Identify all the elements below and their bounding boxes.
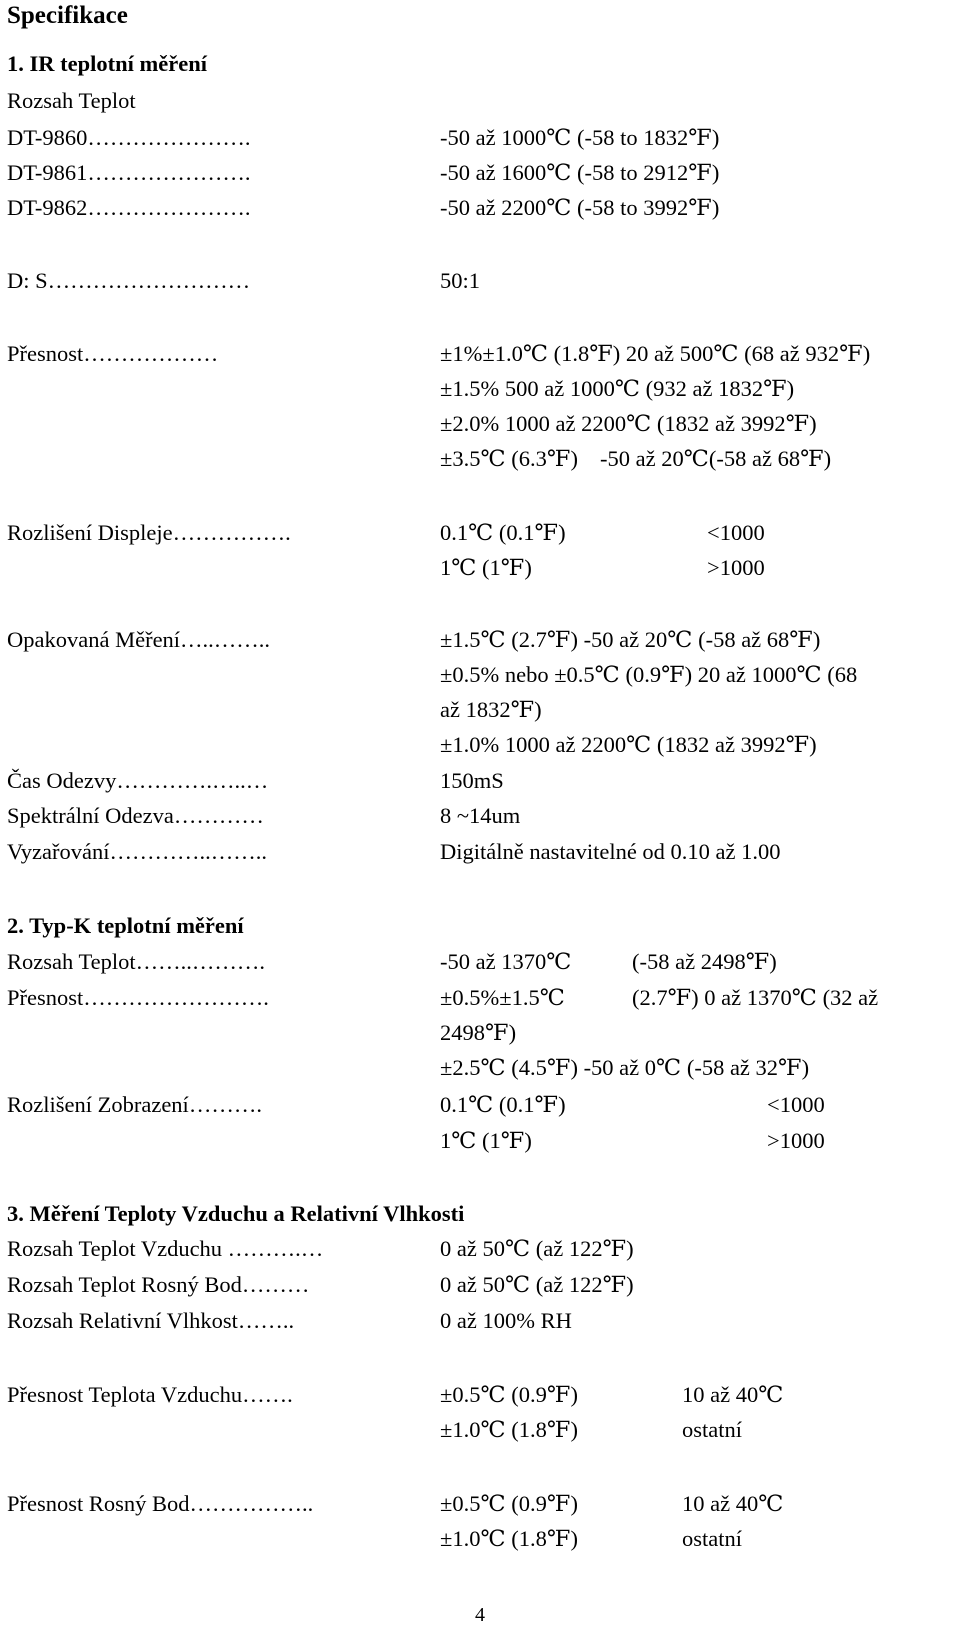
spec-value: >1000 <box>707 555 765 580</box>
spec-value: 10 až 40℃ <box>682 1491 784 1516</box>
spec-label: DT-9862…………………. <box>7 195 251 220</box>
spec-value: 8 ~14um <box>440 803 521 828</box>
spec-value: 0 až 100% RH <box>440 1308 572 1333</box>
spec-label: Rozsah Teplot Vzduchu ……….… <box>7 1236 324 1261</box>
spec-label: DT-9860…………………. <box>7 125 251 150</box>
spec-value: ±0.5% nebo ±0.5℃ (0.9℉) 20 až 1000℃ (68 <box>440 662 858 687</box>
spec-value: ±1.0℃ (1.8℉) <box>440 1526 578 1551</box>
spec-value: ±1.5% 500 až 1000℃ (932 až 1832℉) <box>440 376 795 401</box>
spec-label: Přesnost Teplota Vzduchu……. <box>7 1382 293 1407</box>
spec-value: -50 až 1600℃ (-58 to 2912℉) <box>440 160 720 185</box>
spec-value: ±2.0% 1000 až 2200℃ (1832 až 3992℉) <box>440 411 817 436</box>
spec-value: <1000 <box>707 520 765 545</box>
spec-value: 150mS <box>440 768 504 793</box>
spec-value: 0.1℃ (0.1℉) <box>440 1092 566 1117</box>
spec-value: ±3.5℃ (6.3℉) <box>440 446 578 471</box>
spec-label: Rozsah Relativní Vlhkost…….. <box>7 1308 295 1333</box>
spec-label: Spektrální Odezva………… <box>7 803 264 828</box>
spec-value: -50 až 2200℃ (-58 to 3992℉) <box>440 195 720 220</box>
spec-value: ±2.5℃ (4.5℉) -50 až 0℃ (-58 až 32℉) <box>440 1055 810 1080</box>
spec-value: 1℃ (1℉) <box>440 555 532 580</box>
spec-value: Digitálně nastavitelné od 0.10 až 1.00 <box>440 839 781 864</box>
spec-value: 0 až 50℃ (až 122℉) <box>440 1272 634 1297</box>
spec-label: Přesnost……………………. <box>7 985 269 1010</box>
page-title: Specifikace <box>7 2 128 29</box>
spec-value: ±1%±1.0℃ (1.8℉) 20 až 500℃ (68 až 932℉) <box>440 341 871 366</box>
spec-value: 50:1 <box>440 268 481 293</box>
spec-value: až 1832℉) <box>440 697 542 722</box>
spec-value: -50 až 1370℃ <box>440 949 572 974</box>
spec-value: ±0.5℃ (0.9℉) <box>440 1382 578 1407</box>
spec-value: -50 až 1000℃ (-58 to 1832℉) <box>440 125 720 150</box>
section-subheading: Rozsah Teplot <box>7 88 136 113</box>
spec-value: (2.7℉) 0 až 1370℃ (32 až <box>632 985 879 1010</box>
spec-label: Opakovaná Měření…..…….. <box>7 627 271 652</box>
spec-value: 0 až 50℃ (až 122℉) <box>440 1236 634 1261</box>
spec-label: Čas Odezvy………….…..… <box>7 768 269 793</box>
spec-label: Rozsah Teplot Rosný Bod……… <box>7 1272 310 1297</box>
section-heading: 2. Typ-K teplotní měření <box>7 913 244 938</box>
spec-value: (-58 až 2498℉) <box>632 949 777 974</box>
spec-label: D: S……………………… <box>7 268 251 293</box>
page-number: 4 <box>475 1604 485 1626</box>
spec-value: ±1.0℃ (1.8℉) <box>440 1417 578 1442</box>
spec-label: Přesnost Rosný Bod…………….. <box>7 1491 314 1516</box>
spec-label: Vyzařování…………..…….. <box>7 839 267 864</box>
section-heading: 1. IR teplotní měření <box>7 51 207 76</box>
spec-label: Rozsah Teplot……..………. <box>7 949 265 974</box>
spec-value: ostatní <box>682 1417 742 1442</box>
spec-value: -50 až 20℃(-58 až 68℉) <box>600 446 832 471</box>
spec-value: ±1.0% 1000 až 2200℃ (1832 až 3992℉) <box>440 732 817 757</box>
section-heading: 3. Měření Teploty Vzduchu a Relativní Vlhkosti <box>7 1201 465 1226</box>
spec-label: Rozlišení Displeje……………. <box>7 520 291 545</box>
spec-value: ostatní <box>682 1526 742 1551</box>
spec-label: DT-9861…………………. <box>7 160 251 185</box>
spec-value: >1000 <box>767 1128 825 1153</box>
spec-value: 0.1℃ (0.1℉) <box>440 520 566 545</box>
spec-value: ±1.5℃ (2.7℉) -50 až 20℃ (-58 až 68℉) <box>440 627 821 652</box>
spec-value: <1000 <box>767 1092 825 1117</box>
spec-value: 1℃ (1℉) <box>440 1128 532 1153</box>
spec-value: ±0.5%±1.5℃ <box>440 985 565 1010</box>
spec-value: 10 až 40℃ <box>682 1382 784 1407</box>
spec-label: Rozlišení Zobrazení………. <box>7 1092 262 1117</box>
spec-value: ±0.5℃ (0.9℉) <box>440 1491 578 1516</box>
spec-label: Přesnost……………… <box>7 341 219 366</box>
spec-value: 2498℉) <box>440 1020 517 1045</box>
